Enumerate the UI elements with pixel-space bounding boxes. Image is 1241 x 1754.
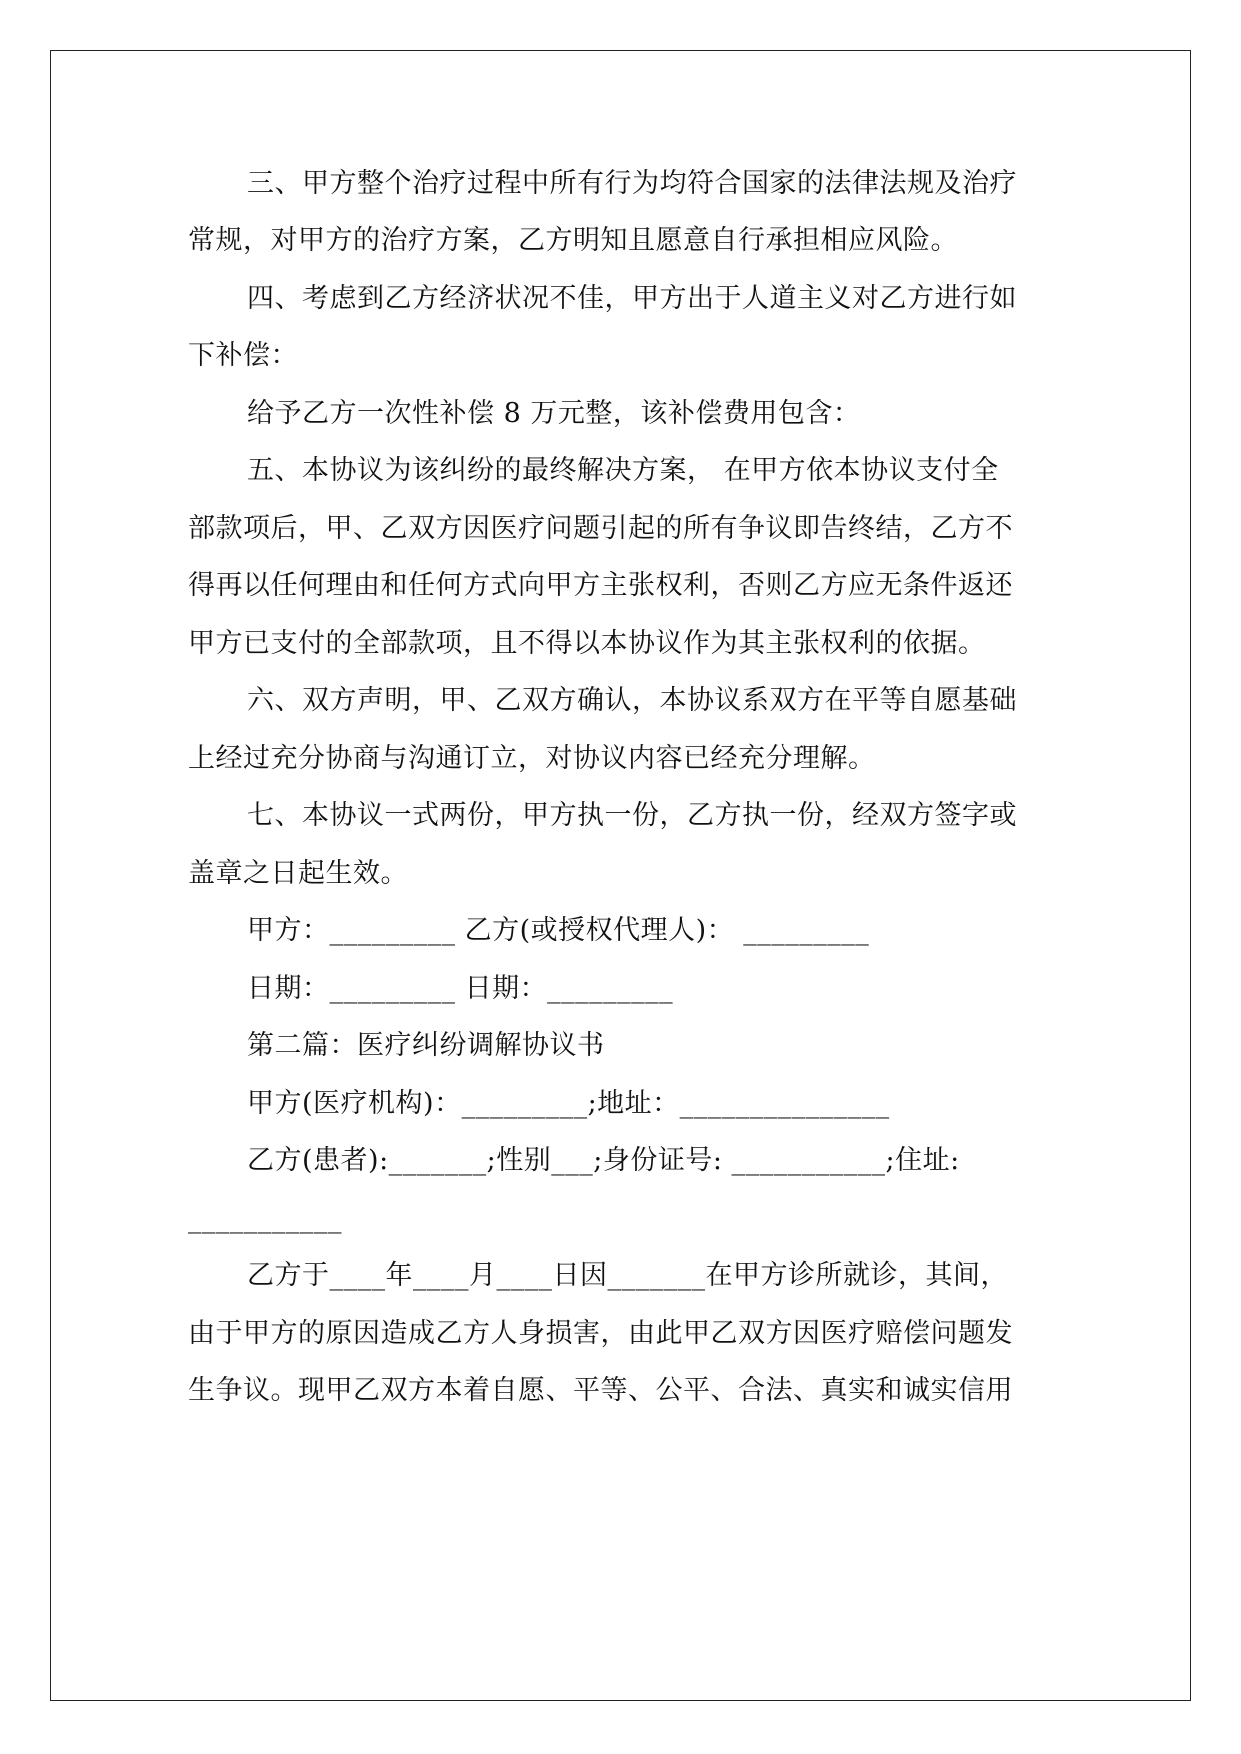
clause-4-line-1: 四、考虑到乙方经济状况不佳，甲方出于人道主义对乙方进行如 [247,283,1017,314]
clause-3-line-1: 三、甲方整个治疗过程中所有行为均符合国家的法律法规及治疗 [247,168,1017,199]
clause-7-line-1: 七、本协议一式两份，甲方执一份，乙方执一份，经双方签字或 [247,800,1017,831]
clause-4-line-2: 下补偿： [188,340,298,371]
clause-6-line-2: 上经过充分协商与沟通订立，对协议内容已经充分理解。 [188,743,876,774]
signature-line: 甲方：_________ 乙方(或授权代理人)： _________ [247,915,870,946]
clause-5-line-4: 甲方已支付的全部款项，且不得以本协议作为其主张权利的依据。 [188,628,986,659]
incident-line-2: 由于甲方的原因造成乙方人身损害，由此甲乙双方因医疗赔偿问题发 [188,1318,1013,1349]
party-b-address-blank: ___________ [188,1203,342,1234]
clause-7-line-2: 盖章之日起生效。 [188,858,408,889]
incident-line-1: 乙方于____年____月____日因_______在甲方诊所就诊，其间， [247,1260,1008,1291]
section-2-title: 第二篇：医疗纠纷调解协议书 [247,1030,605,1061]
incident-line-3: 生争议。现甲乙双方本着自愿、平等、公平、合法、真实和诚实信用 [188,1375,1013,1406]
clause-3-line-2: 常规，对甲方的治疗方案，乙方明知且愿意自行承担相应风险。 [188,225,958,256]
compensation-line: 给予乙方一次性补偿 8 万元整，该补偿费用包含： [247,398,861,429]
clause-5-line-3: 得再以任何理由和任何方式向甲方主张权利，否则乙方应无条件返还 [188,570,1013,601]
clause-5-line-1: 五、本协议为该纠纷的最终解决方案， 在甲方依本协议支付全 [247,455,999,486]
clause-5-line-2: 部款项后，甲、乙双方因医疗问题引起的所有争议即告终结，乙方不 [188,513,1013,544]
clause-6-line-1: 六、双方声明，甲、乙双方确认，本协议系双方在平等自愿基础 [247,685,1017,716]
party-b-info-line: 乙方(患者):_______;性别___;身份证号: ___________;住址: [247,1145,960,1176]
date-line: 日期：_________ 日期：_________ [247,973,674,1004]
party-a-info-line: 甲方(医疗机构)：_________;地址：_______________ [247,1088,890,1119]
